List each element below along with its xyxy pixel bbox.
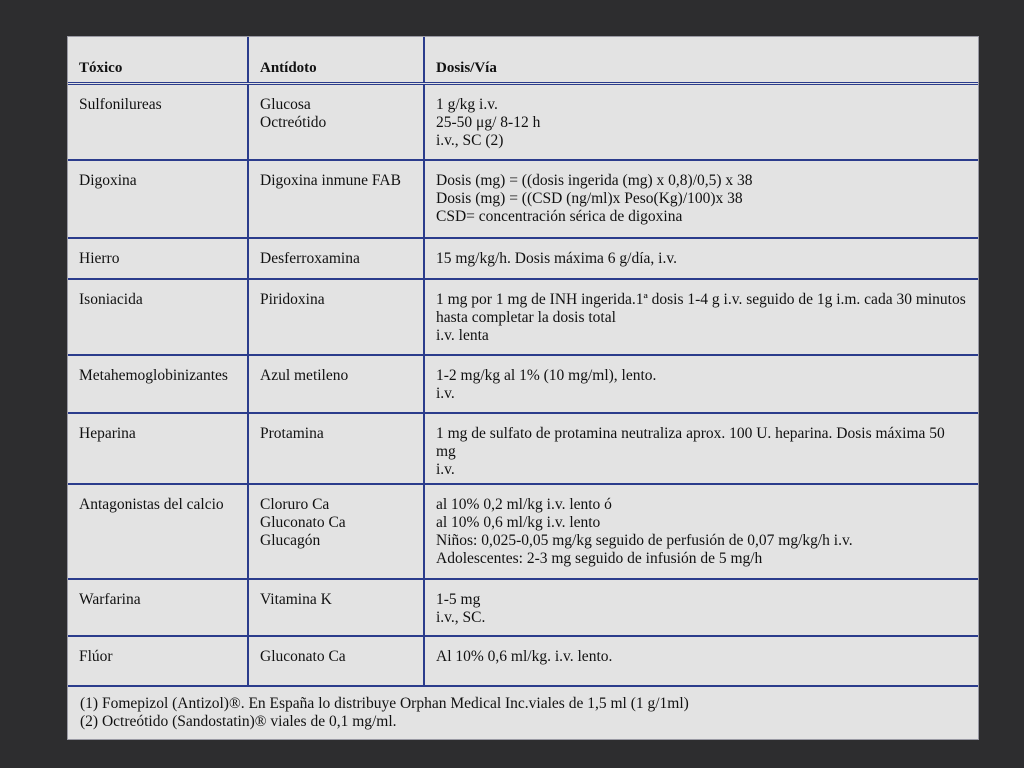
cell-dosis: 15 mg/kg/h. Dosis máxima 6 g/día, i.v. (424, 238, 978, 279)
cell-antidoto: Glucosa Octreótido (248, 83, 424, 160)
header-antidoto: Antídoto (248, 37, 424, 83)
cell-toxico: Heparina (68, 413, 248, 484)
cell-toxico: Isoniacida (68, 279, 248, 355)
cell-dosis: al 10% 0,2 ml/kg i.v. lento ó al 10% 0,6 ml/kg i.v. lento Niños: 0,025-0,05 mg/kg seguido de perfusión de 0,07 mg/kg/h i.v. Adolescentes: 2-3 mg seguido de infusión de 5 mg/h (424, 484, 978, 579)
antidote-table (68, 37, 978, 687)
cell-antidoto: Protamina (248, 413, 424, 484)
table-row (68, 279, 978, 355)
cell-antidoto: Piridoxina (248, 279, 424, 355)
table-row (68, 636, 978, 686)
header-row (68, 37, 978, 83)
table-row (68, 83, 978, 160)
table-row (68, 579, 978, 636)
slide (67, 36, 979, 740)
cell-toxico: Digoxina (68, 160, 248, 238)
cell-antidoto: Cloruro Ca Gluconato Ca Glucagón (248, 484, 424, 579)
cell-antidoto: Azul metileno (248, 355, 424, 413)
cell-antidoto: Vitamina K (248, 579, 424, 636)
cell-dosis: Al 10% 0,6 ml/kg. i.v. lento. (424, 636, 978, 686)
cell-toxico: Antagonistas del calcio (68, 484, 248, 579)
cell-dosis: 1-2 mg/kg al 1% (10 mg/ml), lento. i.v. (424, 355, 978, 413)
footnotes (68, 687, 978, 731)
cell-dosis: 1-5 mg i.v., SC. (424, 579, 978, 636)
cell-toxico: Warfarina (68, 579, 248, 636)
cell-dosis: 1 mg por 1 mg de INH ingerida.1ª dosis 1-4 g i.v. seguido de 1g i.m. cada 30 minutos hasta completar la dosis total i.v. lenta (424, 279, 978, 355)
footnote-2: (2) Octreótido (Sandostatin)® viales de 0,1 mg/ml. (80, 713, 397, 730)
cell-dosis: 1 g/kg i.v. 25-50 μg/ 8-12 h i.v., SC (2) (424, 83, 978, 160)
cell-toxico: Metahemoglobinizantes (68, 355, 248, 413)
cell-toxico: Flúor (68, 636, 248, 686)
footnote-1: (1) Fomepizol (Antizol)®. En España lo distribuye Orphan Medical Inc.viales de 1,5 ml (1 g/1ml) (80, 695, 689, 712)
table-row (68, 160, 978, 238)
cell-dosis: Dosis (mg) = ((dosis ingerida (mg) x 0,8)/0,5) x 38 Dosis (mg) = ((CSD (ng/ml)x Peso(Kg)/100)x 38 CSD= concentración sérica de digoxina (424, 160, 978, 238)
table-row (68, 413, 978, 484)
cell-antidoto: Desferroxamina (248, 238, 424, 279)
header-toxico: Tóxico (68, 37, 248, 83)
table-header (68, 37, 978, 83)
cell-dosis: 1 mg de sulfato de protamina neutraliza aprox. 100 U. heparina. Dosis máxima 50 mg i.v. (424, 413, 978, 484)
cell-toxico: Hierro (68, 238, 248, 279)
cell-toxico: Sulfonilureas (68, 83, 248, 160)
table-row (68, 238, 978, 279)
table-row (68, 355, 978, 413)
header-dosis-via: Dosis/Vía (424, 37, 978, 83)
table-body (68, 83, 978, 686)
cell-antidoto: Digoxina inmune FAB (248, 160, 424, 238)
cell-antidoto: Gluconato Ca (248, 636, 424, 686)
table-row (68, 484, 978, 579)
